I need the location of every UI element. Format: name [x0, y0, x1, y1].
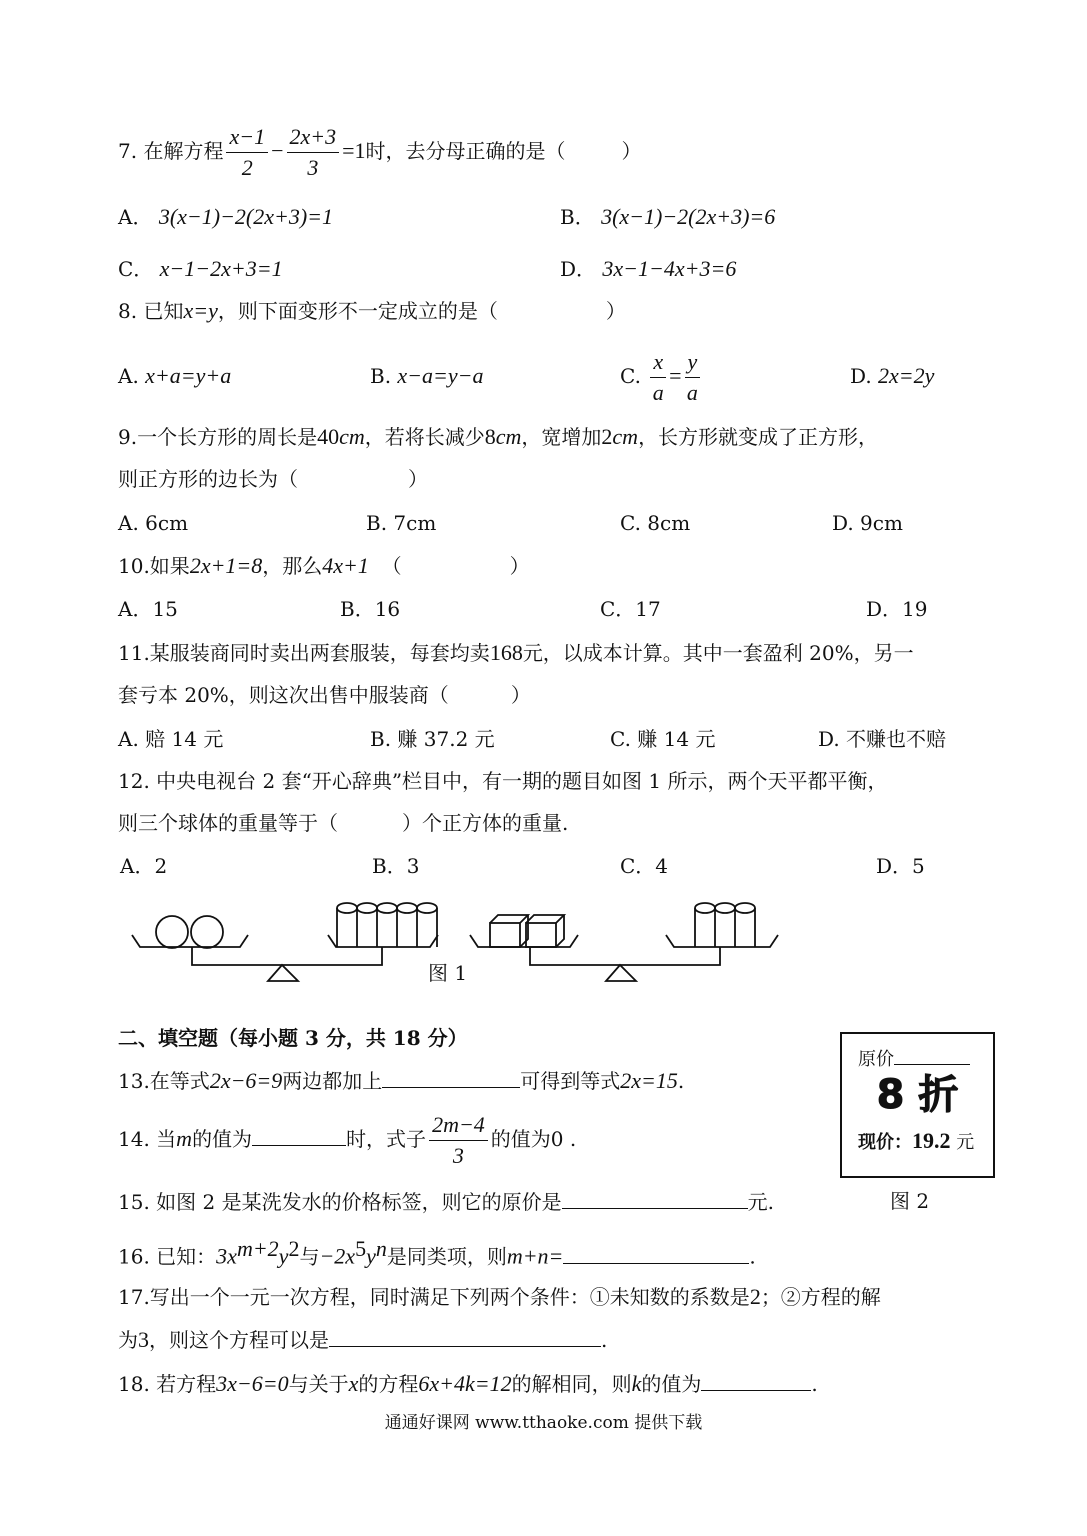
q11-option-d	[818, 726, 946, 752]
q18-eq2: 6x+4k=12	[418, 1371, 512, 1396]
q14-frac	[429, 1110, 488, 1171]
q8-opt-c-frac2	[685, 347, 701, 408]
q7-opt-d-text: 3x−1−4x+3=6	[602, 256, 737, 281]
q10-prefix: 10.如果	[118, 554, 190, 578]
price-tag-orig	[858, 1044, 970, 1073]
q12-option-c	[620, 853, 668, 879]
q10-opt-d-text: D．19	[866, 597, 928, 621]
q12-opt-a-text: A．2	[120, 854, 168, 878]
q9-close: ）	[408, 467, 428, 491]
q11-option-b	[370, 726, 495, 752]
q10-close: ）	[509, 554, 530, 578]
fig1-label-text: 图 1	[428, 961, 468, 985]
q14-var: m	[176, 1126, 193, 1151]
q10-option-b	[340, 596, 400, 622]
q10-option-a	[118, 596, 178, 622]
q11-stem-line2	[118, 682, 531, 708]
q16-t1-sup: m+2	[236, 1236, 279, 1261]
q8-option-d	[850, 363, 934, 389]
q9-l1c: ，宽增加	[521, 425, 602, 449]
q18-eq1: 3x−6=0	[216, 1371, 289, 1396]
q17-sol: 3	[138, 1327, 149, 1352]
q15-text: 15. 如图 2 是某洗发水的价格标签，则它的原价是	[118, 1190, 562, 1214]
q16-prefix: 16. 已知：	[118, 1244, 217, 1269]
q9-u2: cm	[495, 424, 522, 449]
q7-option-b	[560, 204, 775, 230]
q8-prefix: 8. 已知	[118, 299, 184, 323]
q11-opt-b-text: B. 赚 37.2 元	[370, 727, 495, 751]
q18-answer-blank[interactable]	[701, 1370, 811, 1391]
q11-option-a	[118, 726, 223, 752]
q8-stem	[118, 298, 626, 324]
q7-frac2-num: 2x+3	[287, 122, 340, 153]
q12-option-d	[876, 853, 925, 879]
q14-stem	[118, 1108, 576, 1171]
q16-t2a: −2x	[319, 1243, 356, 1269]
price-tag-now-label: 现价：	[858, 1132, 912, 1153]
q7-opt-a-text: 3(x−1)−2(2x+3)=1	[158, 204, 334, 229]
q17-l1b: ；②方程的解	[760, 1285, 881, 1309]
q7-stem: 7. 在解方程 $\frac{x-1}{2}$ − $\frac{2x+3}{3}$ =1时，去分母正确的是（ ）	[118, 120, 642, 183]
q8-opt-c-frac1-den: a	[652, 380, 664, 405]
q13-suffix: 可得到等式	[520, 1069, 621, 1093]
q15-answer-blank[interactable]	[562, 1188, 748, 1209]
q13-eq: 2x−6=9	[209, 1068, 283, 1093]
q8-suffix: ，则下面变形不一定成立的是（	[217, 299, 498, 323]
q12-line2a: 则三个球体的重量等于（	[118, 811, 338, 835]
q9-stem-line1	[118, 424, 878, 450]
q8-opt-c-frac1	[650, 347, 666, 408]
q17-stem-line2	[118, 1326, 607, 1353]
q11-stem-line1	[118, 640, 914, 666]
q8-opt-a-label: A.	[118, 364, 139, 388]
q17-stem-line1	[118, 1284, 881, 1310]
q13-mid: 两边都加上	[282, 1069, 383, 1093]
q14-mid: 的值为	[192, 1127, 253, 1151]
q9-opt-d-text: D. 9cm	[832, 511, 903, 535]
fig2-label-text: 图 2	[890, 1189, 930, 1213]
q12-option-a	[120, 853, 167, 879]
q12-opt-c-text: C．4	[620, 854, 669, 878]
q16-t2-sup: 5	[355, 1236, 367, 1261]
q16-mid: 与	[299, 1244, 320, 1269]
footer-text: 通通好课网 www.tthaoke.com 提供下载	[384, 1413, 703, 1433]
q8-option-b	[370, 363, 484, 389]
q12-line1: 12. 中央电视台 2 套“开心辞典”栏目中，有一期的题目如图 1 所示，两个天平都平衡，	[118, 769, 888, 793]
q7-option-d	[560, 256, 736, 282]
q17-l2a: 为	[118, 1328, 138, 1352]
q9-v3: 2	[601, 424, 613, 449]
q7-opt-b-text: 3(x−1)−2(2x+3)=6	[601, 204, 776, 229]
q8-opt-d-label: D.	[850, 364, 872, 388]
q10-opt-b-text: B．16	[340, 597, 401, 621]
q14-frac-num: 2m−4	[429, 1110, 488, 1141]
q12-stem-line2	[118, 810, 568, 836]
q10-opt-c-text: C．17	[600, 597, 661, 621]
q8-opt-d-text: 2x=2y	[878, 363, 935, 388]
q7-frac1-num: x−1	[226, 122, 268, 153]
q7-opt-c-text: x−1−2x+3=1	[159, 256, 283, 281]
price-tag-now-value: 19.2	[912, 1128, 951, 1153]
q16-expr: m+n=	[506, 1243, 564, 1269]
q8-opt-c-frac1-num: x	[650, 347, 666, 378]
q7-opt-d-label: D．	[560, 257, 597, 281]
q8-opt-c-frac2-num: y	[685, 347, 701, 378]
q10-opt-a-text: A．15	[118, 597, 178, 621]
q9-v2: 8	[484, 424, 496, 449]
q8-cond: x=y	[183, 298, 218, 323]
q18-suffix: 的值为	[641, 1372, 702, 1396]
q7-frac1	[226, 122, 268, 183]
q11-opt-c-text: C. 赚 14 元	[610, 727, 716, 751]
q9-v1: 40	[317, 424, 340, 449]
q7-prefix: 7. 在解方程	[118, 139, 224, 163]
q9-stem-line2	[118, 466, 428, 492]
q9-option-a	[118, 510, 188, 536]
q13-stem	[118, 1067, 684, 1094]
price-tag-discount: 8 折	[876, 1072, 959, 1118]
q11-l1b: 元，以成本计算。其中一套盈利 20%，另一	[522, 641, 914, 665]
q16-t1-sup2: 2	[288, 1236, 300, 1261]
q16-t1b: y	[278, 1243, 289, 1269]
q9-option-b	[366, 510, 436, 536]
q9-option-c	[620, 510, 690, 536]
q8-close: ）	[605, 299, 626, 323]
section2-title-text: 二、填空题（每小题 3 分，共 18 分）	[118, 1026, 468, 1050]
q7-frac2-den: 3	[307, 155, 319, 180]
q7-opt-a-label: A．	[118, 205, 153, 229]
price-tag	[840, 1032, 995, 1178]
cubes-2	[490, 915, 564, 947]
q9-option-d	[832, 510, 903, 536]
q18-end: .	[811, 1372, 818, 1396]
section-2-title	[118, 1025, 468, 1051]
price-tag-orig-label: 原价	[858, 1049, 894, 1070]
q18-stem	[118, 1370, 818, 1397]
q17-coef: 2	[749, 1284, 761, 1309]
q13-end: .	[677, 1069, 685, 1093]
q8-opt-c-label: C.	[620, 364, 641, 388]
q9-line2: 则正方形的边长为（	[118, 467, 298, 491]
q11-opt-d-text: D. 不赚也不赔	[818, 727, 947, 751]
q12-opt-d-text: D．5	[876, 854, 925, 878]
q16-t2-sup2: n	[375, 1236, 387, 1261]
q17-end: .	[601, 1328, 608, 1352]
q7-option-c	[118, 256, 283, 282]
q8-opt-b-text: x−a=y−a	[397, 363, 484, 388]
q18-mid2: 的方程	[358, 1372, 419, 1396]
q16-answer-blank[interactable]	[563, 1243, 749, 1264]
figure-2-label	[890, 1188, 929, 1214]
q12-opt-b-text: B．3	[372, 854, 420, 878]
q10-option-c	[600, 596, 661, 622]
q16-t1a: 3x	[216, 1243, 237, 1269]
q9-u3: cm	[612, 424, 639, 449]
q14-answer-blank[interactable]	[252, 1125, 346, 1146]
q14-prefix: 14. 当	[118, 1127, 177, 1151]
q18-var: x	[348, 1371, 359, 1396]
q14-end: 的值为0 .	[490, 1127, 577, 1151]
q10-expr: 4x+1	[322, 553, 369, 578]
q11-price: 168	[489, 640, 523, 665]
q9-u1: cm	[339, 424, 365, 449]
price-tag-now-unit: 元	[956, 1132, 975, 1153]
q8-option-a	[118, 363, 231, 389]
q9-l1b: ，若将长减少	[364, 425, 485, 449]
q9-opt-b-text: B. 7cm	[366, 511, 437, 535]
q16-end: .	[749, 1244, 756, 1269]
q18-mid: 与关于	[288, 1372, 349, 1396]
balance-1	[132, 903, 438, 981]
q10-option-d	[866, 596, 927, 622]
q15-stem	[118, 1188, 774, 1215]
footer-source	[0, 1408, 1087, 1433]
q16-stem	[118, 1236, 756, 1270]
q13-answer-blank[interactable]	[382, 1067, 520, 1088]
q8-opt-c-frac2-den: a	[686, 380, 698, 405]
q7-frac2	[287, 122, 340, 183]
q8-opt-c-eq: =	[669, 363, 682, 388]
q8-opt-a-text: x+a=y+a	[145, 363, 232, 388]
q14-frac-den: 3	[452, 1143, 464, 1168]
cylinders-4	[337, 903, 437, 947]
q8-option-c	[620, 346, 703, 408]
q8-opt-b-label: B.	[370, 364, 392, 388]
q7-opt-c-label: C．	[118, 257, 154, 281]
q7-frac1-den: 2	[241, 155, 253, 180]
q10-eq: 2x+1=8	[189, 553, 263, 578]
cylinders-3	[695, 903, 755, 947]
q9-opt-c-text: C. 8cm	[620, 511, 691, 535]
q9-opt-a-text: A. 6cm	[118, 511, 189, 535]
q9-l1a: 9.一个长方形的周长是	[118, 425, 318, 449]
q10-mid: ，那么	[262, 554, 323, 578]
q17-l1a: 17.写出一个一元一次方程，同时满足下列两个条件：①未知数的系数是	[118, 1285, 750, 1309]
q12-line2b: ）个正方体的重量.	[402, 811, 569, 835]
q11-l1a: 11.某服装商同时卖出两套服装，每套均卖	[118, 641, 490, 665]
q12-stem-line1	[118, 768, 888, 794]
q15-end: 元.	[747, 1190, 774, 1214]
q13-eq2: 2x=15	[620, 1068, 678, 1093]
q10-stem	[118, 553, 530, 579]
q11-opt-a-text: A. 赔 14 元	[118, 727, 224, 751]
q10-paren: （	[381, 554, 402, 578]
q9-l1d: ，长方形就变成了正方形，	[638, 425, 879, 449]
q16-suffix: 是同类项，则	[386, 1244, 507, 1269]
q18-var2: k	[631, 1371, 642, 1396]
q12-option-b	[372, 853, 419, 879]
q11-line2: 套亏本 20%，则这次出售中服装商（	[118, 683, 449, 707]
q18-prefix: 18. 若方程	[118, 1372, 217, 1396]
q14-suffix: 时，式子	[346, 1127, 427, 1151]
q18-mid3: 的解相同，则	[511, 1372, 632, 1396]
q13-prefix: 13.在等式	[118, 1069, 210, 1093]
q17-answer-blank[interactable]	[329, 1326, 601, 1347]
figure-1-label	[428, 960, 467, 986]
q7-eq-rest: =1	[342, 138, 366, 163]
q11-close: ）	[510, 683, 531, 707]
price-tag-now	[858, 1128, 974, 1156]
balance-2	[470, 903, 778, 981]
q16-t2b: y	[366, 1243, 376, 1269]
q7-opt-b-label: B．	[560, 205, 595, 229]
q7-option-a	[118, 204, 333, 230]
q7-close: ）	[621, 139, 642, 163]
q7-suffix: 时，去分母正确的是（	[365, 139, 566, 163]
q11-option-c	[610, 726, 715, 752]
q17-l2b: ，则这个方程可以是	[149, 1328, 329, 1352]
